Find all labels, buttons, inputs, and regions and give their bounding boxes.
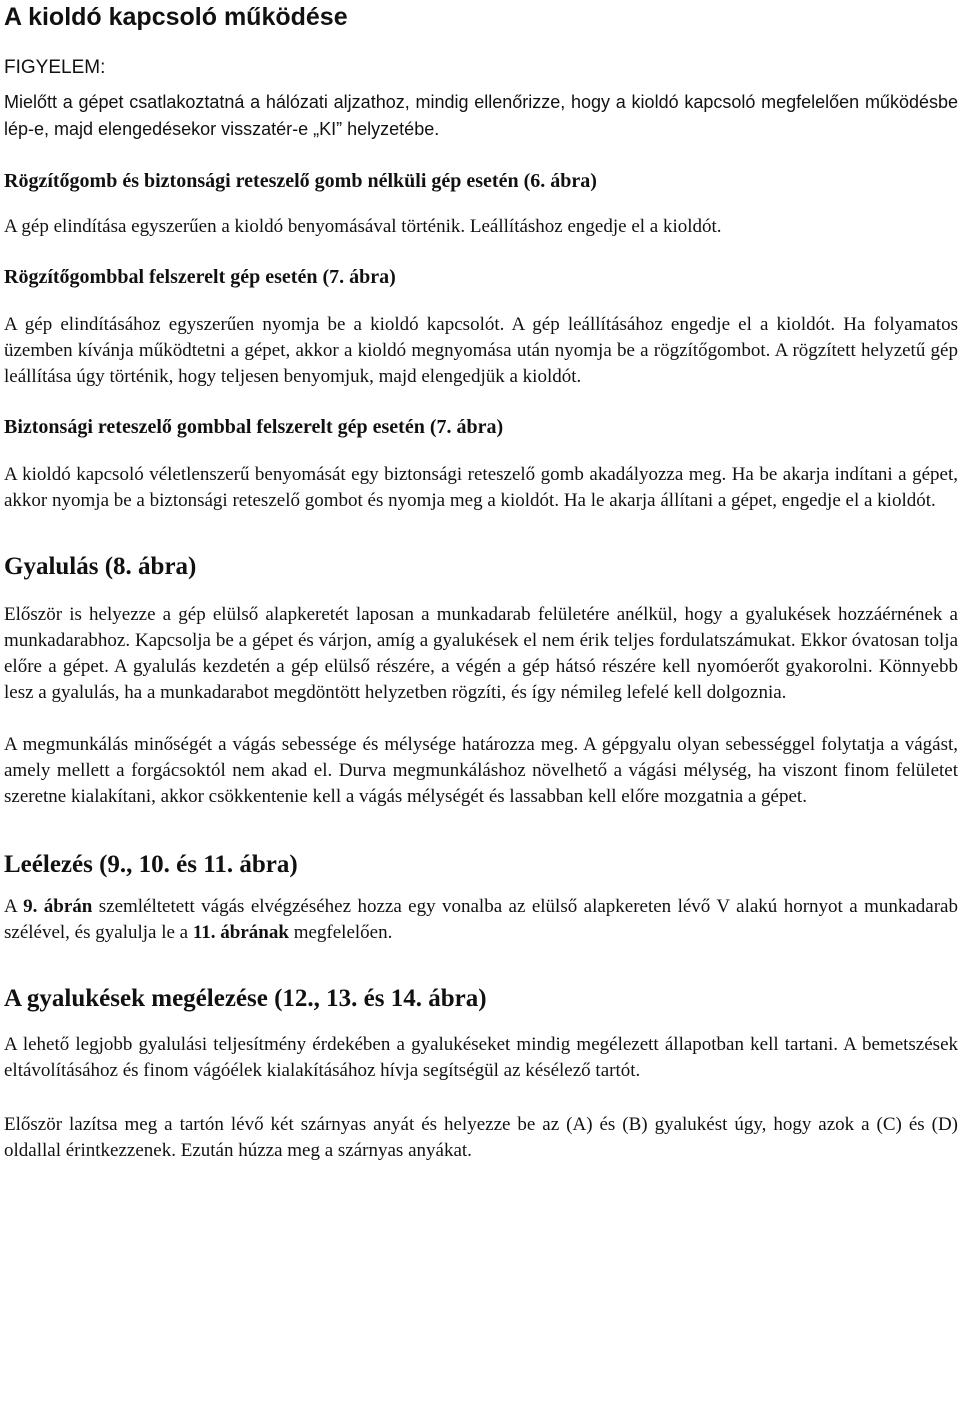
- warning-label: FIGYELEM:: [4, 57, 106, 78]
- heading-gyalulas: Gyalulás (8. ábra): [4, 553, 197, 580]
- gyalulas-paragraph-2: A megmunkálás minőségét a vágás sebessége és mélysége határozza meg. A gépgyalu olyan sebességgel folytatja a vágást, amely mellett a forgácsoktól nem akad el. Durva megmunkáláshoz növelhető a vágási mélység, ha viszont finom felületet szeretne kialakítani, akkor csökkentenie kell a vágás mélységét és lassabban kell előre mozgatnia a gépet.: [4, 734, 958, 807]
- megelezes-paragraph-2: Először lazítsa meg a tartón lévő két szárnyas anyát és helyezze be az (A) és (B) gyalukést úgy, hogy azok a (C) és (D) oldallal érintkezzenek. Ezután húzza meg a szárnyas anyákat.: [4, 1114, 958, 1161]
- section-heading-lock-button: Rögzítőgombbal felszerelt gép esetén (7. ábra): [4, 266, 396, 288]
- page-title: A kioldó kapcsoló működése: [4, 3, 348, 31]
- section-heading-safety-lock: Biztonsági reteszelő gombbal felszerelt gép esetén (7. ábra): [4, 416, 504, 438]
- section-text-no-lock: A gép elindítása egyszerűen a kioldó benyomásával történik. Leállításhoz engedje el a kioldót.: [4, 216, 722, 237]
- leelezes-paragraph: A 9. ábrán szemléltetett vágás elvégzéséhez hozza egy vonalba az elülső alapkereten lévő V alakú hornyot a munkadarab szélével, és gyalulja le a 11. ábrának megfelelően.: [4, 896, 958, 943]
- section-heading-no-lock: Rögzítőgomb és biztonsági reteszelő gomb nélküli gép esetén (6. ábra): [4, 170, 597, 192]
- gyalulas-paragraph-1: Először is helyezze a gép elülső alapkeretét laposan a munkadarab felületére anélkül, hogy a gyalukések hozzáérnének a munkadarabhoz. Kapcsolja be a gépet és várjon, amíg a gyalukések el nem érik teljes fordulatszámukat. Ekkor óvatosan tolja előre a gépet. A gyalulás kezdetén a gép elülső részére, a végén a gép hátsó részére kell nyomóerőt gyakorolni. Könnyebb lesz a gyalulás, ha a munkadarabot megdöntött helyzetben rögzíti, és így némileg lefelé kell dolgoznia.: [4, 604, 958, 703]
- document-page: [4, 0, 958, 1164]
- heading-kesek-megelezese: A gyalukések megélezése (12., 13. és 14. ábra): [4, 985, 487, 1012]
- megelezes-paragraph-1: A lehető legjobb gyalulási teljesítmény érdekében a gyalukéseket mindig megélezett állapotban kell tartani. A bemetszések eltávolításához és finom vágóélek kialakításához hívja segítségül az késélező tartót.: [4, 1034, 958, 1081]
- section-text-safety-lock: A kioldó kapcsoló véletlenszerű benyomását egy biztonsági reteszelő gomb akadályozza meg. Ha be akarja indítani a gépet, akkor nyomja be a biztonsági reteszelő gombot és nyomja meg a kioldót. Ha le akarja állítani a gépet, engedje el a kioldót.: [4, 464, 958, 511]
- warning-text: Mielőtt a gépet csatlakoztatná a hálózati aljzathoz, mindig ellenőrizze, hogy a kioldó kapcsoló megfelelően működésbe lép-e, majd elengedésekor visszatér-e „KI” helyzetébe.: [4, 92, 958, 139]
- section-text-lock-button: A gép elindításához egyszerűen nyomja be a kioldó kapcsolót. A gép leállításához engedje el a kioldót. Ha folyamatos üzemben kívánja működtetni a gépet, akkor a kioldó megnyomása után nyomja be a rögzítőgombot. A rögzített helyzetű gép leállítása úgy történik, hogy teljesen benyomjuk, majd elengedjük a kioldót.: [4, 314, 958, 387]
- heading-leelezes: Leélezés (9., 10. és 11. ábra): [4, 851, 298, 878]
